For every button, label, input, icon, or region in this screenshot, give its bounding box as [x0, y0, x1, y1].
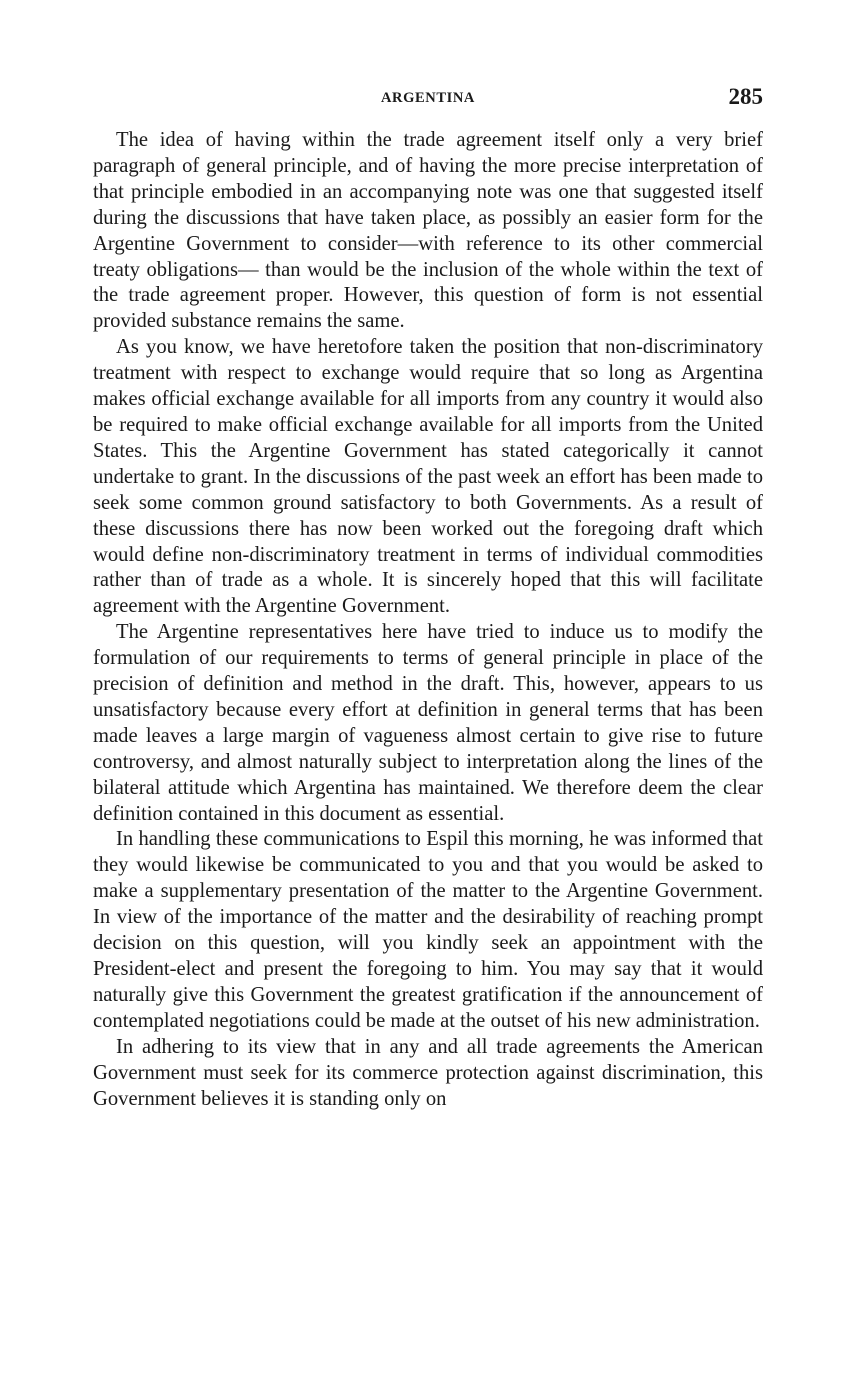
- paragraph-2: As you know, we have heretofore taken the position that non-discriminatory treatment with respect to exchange would require that so long as Argentina makes official exchange available for all imports from any country it would also be required to make official exchange available for all imports from the United States. This the Argentine Government has stated categorically it cannot undertake to grant. In the discussions of the past week an effort has been made to seek some common ground satisfactory to both Governments. As a result of these discussions there has now been worked out the foregoing draft which would define non-discriminatory treatment in terms of individual commodities rather than of trade as a whole. It is sincerely hoped that this will facilitate agreement with the Argentine Government.: [93, 336, 763, 618]
- page-number: 285: [728, 84, 763, 109]
- paragraph-1: The idea of having within the trade agreement itself only a very brief paragraph of general principle, and of having the more precise interpretation of that principle embodied in an accompanying note was one that suggested itself during the discussions that have taken place, as possibly an easier form for the Argentine Government to consider—with reference to its other commercial treaty obligations— than would be the inclusion of the whole within the text of the trade agreement proper. However, this question of form is not essential provided substance remains the same.: [93, 129, 763, 333]
- running-head: [93, 84, 763, 116]
- paragraph-5: In adhering to its view that in any and all trade agreements the American Government must seek for its commerce protection against discrimination, this Government believes it is standing only on: [93, 1035, 763, 1110]
- paragraph-4: In handling these communications to Espil this morning, he was informed that they would likewise be communicated to you and that you would be asked to make a supplementary presentation of the matter to the Argentine Government. In view of the importance of the matter and the desirability of reaching prompt decision on this question, will you kindly seek an appointment with the President-elect and present the foregoing to him. You may say that it would naturally give this Government the greatest gratification if the announcement of contemplated negotiations could be made at the outset of his new administration.: [93, 828, 763, 1032]
- running-title: ARGENTINA: [380, 90, 476, 106]
- document-page: [93, 84, 763, 1112]
- paragraph-3: The Argentine representatives here have tried to induce us to modify the formulation of our requirements to terms of general principle in place of the precision of definition and method in the draft. This, however, appears to us unsatisfactory because every effort at definition in general terms that has been made leaves a large margin of vagueness almost certain to give rise to future controversy, and almost naturally subject to interpretation along the lines of the bilateral attitude which Argentina has maintained. We therefore deem the clear definition contained in this document as essential.: [93, 621, 763, 825]
- body-text: [93, 128, 763, 1112]
